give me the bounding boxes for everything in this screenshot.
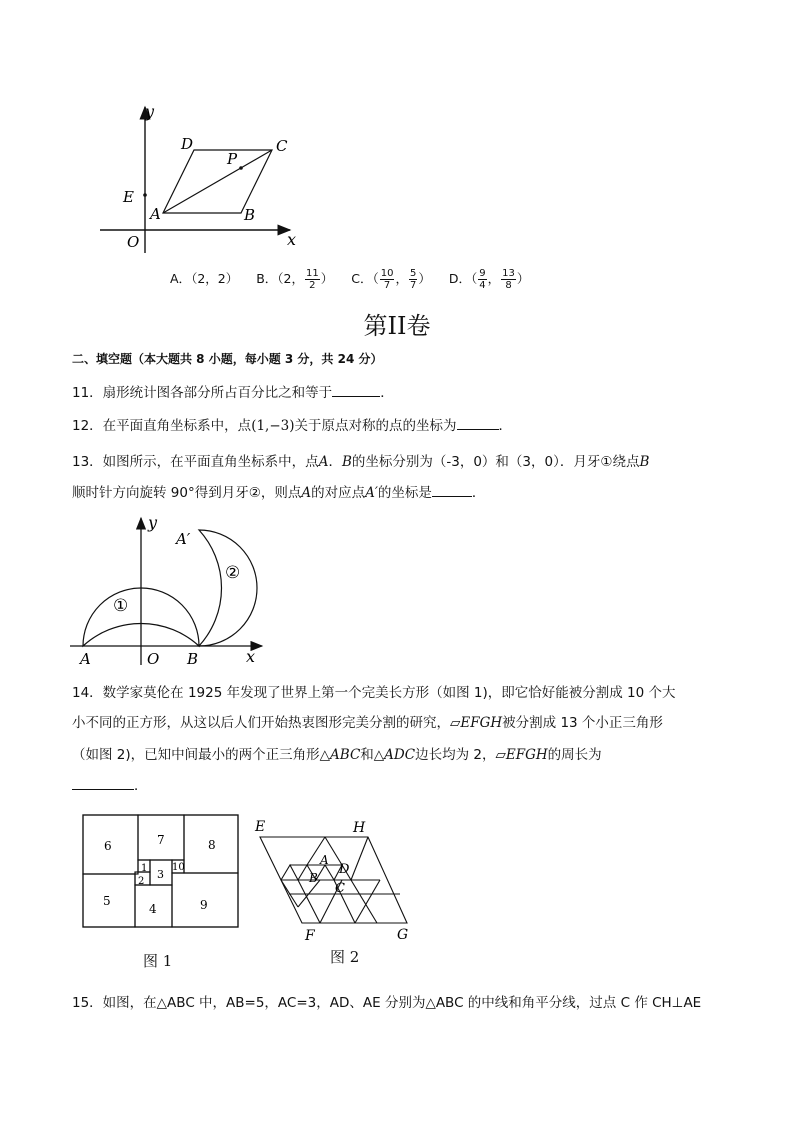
figure-1-caption: 图 1 — [143, 952, 173, 970]
fraction: $\frac{11}{2}$ — [305, 268, 319, 291]
parallelogram-figure — [95, 95, 310, 255]
answer-choices — [170, 268, 543, 291]
label-a-prime: A′ — [176, 530, 191, 548]
section-header: 二、填空题（本大题共 8 小题，每小题 3 分，共 24 分） — [72, 352, 383, 366]
point-p — [239, 166, 243, 170]
label-x: x — [287, 230, 297, 249]
label-b: B — [244, 206, 256, 224]
choice-a[interactable]: A．（2，2） — [170, 271, 239, 286]
label-c: C — [276, 137, 288, 155]
label-h: H — [353, 820, 366, 836]
answer-blank[interactable] — [332, 382, 380, 397]
label-x: x — [246, 647, 256, 666]
crescent-figure — [70, 510, 270, 670]
question-14-line-2: 小不同的正方形，从这以后人们开始热衷图形完美分割的研究，▱EFGH被分割成 13 个小正三角形 — [72, 715, 663, 731]
label-o: O — [127, 233, 140, 251]
label-e: E — [255, 819, 266, 835]
square-4: 4 — [149, 902, 157, 916]
figure-2-caption: 图 2 — [330, 948, 360, 966]
square-8: 8 — [208, 838, 216, 852]
label-circle-2: ② — [225, 563, 241, 583]
question-13-line-1: 13．如图所示，在平面直角坐标系中，点A．B的坐标分别为（-3，0）和（3，0）．月牙①绕点B — [72, 454, 650, 470]
answer-blank[interactable] — [457, 415, 499, 430]
square-1: 1 — [141, 863, 148, 874]
label-a: A — [80, 650, 91, 668]
label-d: D — [339, 862, 350, 877]
label-circle-1: ① — [113, 596, 129, 616]
label-c: C — [335, 881, 345, 896]
square-5: 5 — [103, 894, 111, 908]
volume-title: 第II卷 — [363, 312, 431, 340]
question-12: 12．在平面直角坐标系中，点(1,−3)关于原点对称的点的坐标为 ． — [72, 415, 512, 436]
label-o: O — [147, 650, 160, 668]
square-10: 10 — [172, 862, 185, 873]
square-9: 9 — [200, 898, 208, 912]
triangle-tiling-figure — [250, 815, 420, 945]
label-e: E — [123, 188, 134, 206]
fraction: $\frac{5}{7}$ — [409, 268, 417, 291]
label-b: B — [309, 871, 318, 885]
answer-blank[interactable] — [72, 775, 134, 790]
square-7: 7 — [157, 833, 165, 847]
label-y: y — [145, 102, 155, 121]
diagonal-ac — [163, 150, 272, 213]
square-3: 3 — [157, 868, 164, 881]
question-14-line-4: ． — [72, 775, 148, 796]
question-14-line-3: （如图 2)，已知中间最小的两个正三角形△ABC和△ADC边长均为 2，▱EFGH的周长为 — [72, 747, 602, 763]
label-f: F — [305, 928, 315, 944]
label-a: A — [150, 205, 161, 223]
point-e — [143, 193, 147, 197]
fraction: $\frac{13}{8}$ — [502, 268, 515, 291]
question-11: 11．扇形统计图各部分所占百分比之和等于 ． — [72, 382, 394, 403]
label-a: A — [320, 853, 329, 867]
question-13-line-2: 顺时针方向旋转 90°得到月牙②，则点A的对应点A′的坐标是 ． — [72, 482, 485, 503]
fraction: $\frac{10}{7}$ — [380, 268, 394, 291]
perfect-rectangle-figure — [80, 812, 245, 932]
question-14-line-1: 14．数学家莫伦在 1925 年发现了世界上第一个完美长方形（如图 1)，即它恰好能被分割成 10 个大 — [72, 685, 676, 701]
choice-b[interactable]: B．（2， $\frac{11}{2}$ ） — [256, 268, 334, 291]
square-6: 6 — [104, 839, 112, 853]
crescent-2 — [199, 530, 257, 646]
label-y: y — [148, 513, 158, 532]
label-b: B — [187, 650, 199, 668]
choice-d[interactable]: D．（ $\frac{9}{4}$ ， $\frac{13}{8}$ ） — [448, 268, 530, 291]
answer-blank[interactable] — [432, 482, 472, 497]
fraction: $\frac{9}{4}$ — [479, 268, 486, 291]
label-d: D — [181, 135, 194, 153]
square-2: 2 — [138, 876, 145, 887]
question-15: 15．如图，在△ABC 中，AB=5，AC=3，AD、AE 分别为△ABC 的中线和角平分线，过点 C 作 CH⊥AE — [72, 995, 702, 1011]
choice-c[interactable]: C．（ $\frac{10}{7}$ ， $\frac{5}{7}$ ） — [351, 268, 431, 291]
label-g: G — [397, 927, 409, 943]
label-p: P — [227, 150, 238, 168]
